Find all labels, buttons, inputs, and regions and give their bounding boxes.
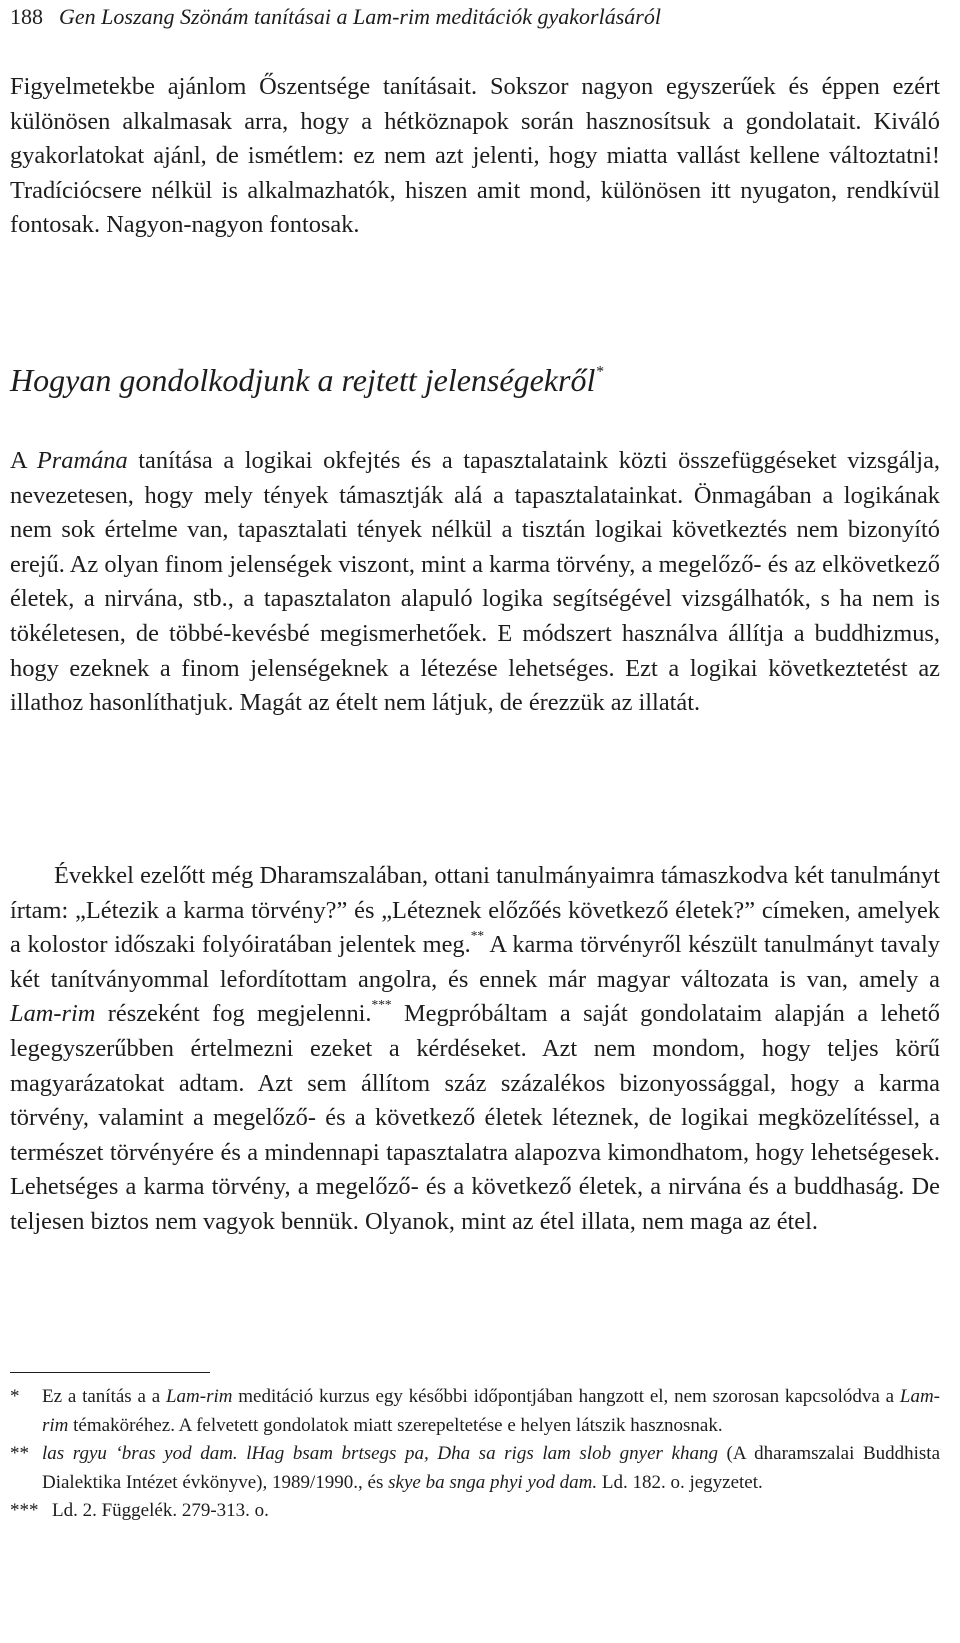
paragraph-text: Megpróbáltam a saját gondolataim alapján a lehető legegyszerűbben értelmezni ezeket a kérdéseket. Azt nem mondom, hogy teljes körű magyarázatokat adtam. Azt sem állítom száz százalékos bizonyossággal, hogy a karma törvény, valamint a megelőző- és a következő életek léteznek, de logikai megközelítéssel, a természet törvényére és a mindennapi tapasztalatra alapozva kimondhatom, hogy lehetségesek. Lehetséges a karma törvény, a megelőző- és a következő életek, a nirvána és a buddhaság. De teljesen biztos nem vagyok bennük. Olyanok, mint az étel illata, nem maga az étel. <box>10 1000 940 1235</box>
footnote-ref-2[interactable]: ** <box>470 928 485 944</box>
page-number: 188 <box>10 4 43 29</box>
footnote-1 <box>10 1383 940 1440</box>
footnote-3 <box>10 1497 940 1526</box>
term-pramana: Pramána <box>36 447 128 474</box>
footnote-italic: las rgyu ‘bras yod dam. lHag bsam brtsegs pa, Dha sa rigs lam slob gnyer khang <box>42 1443 718 1465</box>
footnote-text: meditáció kurzus egy későbbi időpontjában hangzott el, nem szorosan kapcsolódva a <box>232 1386 900 1407</box>
paragraph-intro <box>10 70 940 243</box>
footnote-italic: Lam-rim <box>165 1386 233 1407</box>
footnotes <box>10 1383 940 1526</box>
footnote-ref-3[interactable]: *** <box>371 997 392 1013</box>
footnote-text: Ez a tanítás a a <box>42 1386 166 1407</box>
footnote-italic: skye ba snga phyi yod dam. <box>388 1471 598 1493</box>
paragraph-studies <box>10 859 940 1240</box>
paragraph-text: A karma törvényről készült tanulmányt tavaly két tanítványommal lefordítottam angolra, és ennek már magyar változata is van, amely a <box>10 931 940 993</box>
footnote-italic: Lam-rim <box>42 1386 941 1436</box>
footnote-divider <box>10 1372 210 1373</box>
paragraph-text: Évekkel ezelőtt még Dharamszalában, ottani tanulmányaimra támaszkodva két tanulmányt írtam: „Létezik a karma törvény?” és „Léteznek előzőés következő életek?” címeken, amelyek a kolostor időszaki folyóiratában jelentek meg. <box>10 862 940 959</box>
footnote-text: témaköréhez. A felvetett gondolatok miatt szerepeltetése e helyen látszik hasznosnak. <box>68 1414 723 1436</box>
running-head <box>10 2 940 32</box>
footnote-mark: ** <box>10 1443 29 1465</box>
footnote-text: Ld. 2. Függelék. 279-313. o. <box>52 1500 269 1522</box>
paragraph-pramana <box>10 444 940 721</box>
paragraph-text: részeként fog megjelenni. <box>95 1000 372 1028</box>
paragraph-text: A <box>10 447 37 474</box>
footnote-text: (A dharamszalai Buddhista Dialektika Intézet évkönyve), 1989/1990., és <box>42 1443 940 1493</box>
section-heading <box>10 358 940 402</box>
footnote-ref-1[interactable]: * <box>595 363 604 381</box>
book-title: Gen Loszang Szönám tanításai a Lam-rim meditációk gyakorlásáról <box>59 4 661 29</box>
term-lam-rim: Lam-rim <box>10 1000 96 1028</box>
footnote-mark: *** <box>10 1500 39 1522</box>
footnote-2 <box>10 1440 940 1497</box>
paragraph-text: Figyelmetekbe ajánlom Őszentsége tanításait. Sokszor nagyon egyszerűek és éppen ezért különösen alkalmasak arra, hogy a hétköznapok során hasznosítsuk a gondolatait. Kiváló gyakorlatokat ajánl, de ismétlem: ez nem azt jelenti, hogy miatta vallást kellene változtatni! Tradíciócsere nélkül is alkalmazhatók, hiszen amit mond, különösen itt nyugaton, rendkívül fontosak. Nagyon-nagyon fontosak. <box>10 73 940 239</box>
footnote-mark: * <box>10 1386 20 1407</box>
footnote-text: Ld. 182. o. jegyzetet. <box>597 1471 763 1493</box>
paragraph-text: tanítása a logikai okfejtés és a tapasztalataink közti összefüggéseket vizsgálja, nevezetesen, hogy mely tények támasztják alá a tapasztalatainkat. Önmagában a logikának nem sok értelme van, tapasztalati tények nélkül a tisztán logikai következtés nem bizonyító erejű. Az olyan finom jelenségek viszont, mint a karma törvény, a megelőző- és az elkövetkező életek, a nirvána, stb., a tapasztalaton alapuló logika segítségével vizsgálhatók, s ha nem is tökéletesen, de többé-kevésbé megismerhetőek. E módszert használva állítja a buddhizmus, hogy ezeknek a finom jelenségeknek a létezése lehetséges. Ezt a logikai következtetést az illathoz hasonlíthatjuk. Magát az ételt nem látjuk, de érezzük az illatát. <box>10 447 940 717</box>
section-heading-text: Hogyan gondolkodjunk a rejtett jelenségekről <box>10 362 596 398</box>
